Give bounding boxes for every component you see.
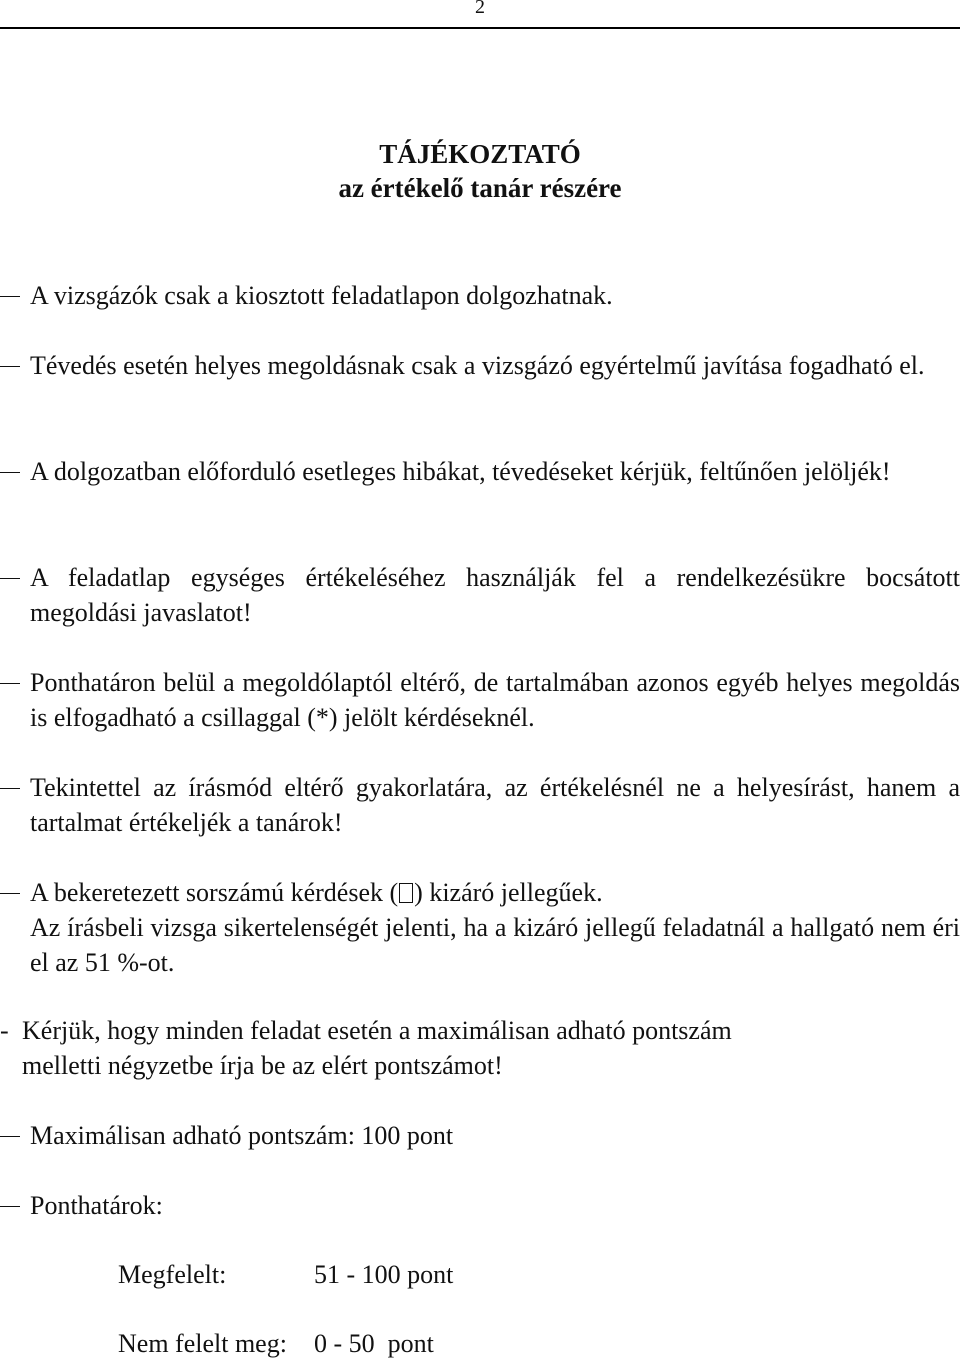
list-item-text: A feladatlap egységes értékeléséhez használják fel a rendelkezésükre bocsátott megoldási javaslatot! <box>30 563 960 627</box>
title-main: TÁJÉKOZTATÓ <box>379 139 581 169</box>
score-limit-row <box>118 1257 453 1292</box>
list-item <box>0 560 960 630</box>
list-item-text: A vizsgázók csak a kiosztott feladatlapon dolgozhatnak. <box>30 281 613 310</box>
score-limit-label: Nem felelt meg: <box>118 1329 287 1358</box>
list-item-text <box>30 875 960 980</box>
hyphen-bullet: - <box>0 1016 9 1045</box>
list-item-text: A dolgozatban előforduló esetleges hibákat, tévedéseket kérjük, feltűnően jelöljék! <box>30 457 891 486</box>
list-item <box>0 454 960 489</box>
list-item <box>0 1118 960 1153</box>
exclusion-note <box>30 875 960 910</box>
list-item-text: Tévedés esetén helyes megoldásnak csak a vizsgázó egyértelmű javítása fogadható el. <box>30 351 925 380</box>
list-item <box>0 278 960 313</box>
list-item-text: Ponthatáron belül a megoldólaptól eltérő, de tartalmában azonos egyéb helyes megoldás is elfogadható a csillaggal (*) jelölt kérdéseknél. <box>30 668 960 732</box>
list-item-text: Ponthatárok: <box>30 1191 163 1220</box>
failure-condition: Az írásbeli vizsga sikertelenségét jelenti, ha a kizáró jellegű feladatnál a hallgató nem éri el az 51 %-ot. <box>30 913 960 977</box>
score-limit-label: Megfelelt: <box>118 1260 227 1289</box>
score-limit-row <box>118 1326 434 1361</box>
list-item-text: Maximálisan adható pontszám: 100 pont <box>30 1121 454 1150</box>
exclusion-note-start: A bekeretezett sorszámú kérdések ( <box>30 878 399 907</box>
list-item <box>0 348 960 383</box>
list-item <box>0 665 960 735</box>
score-limit-range: 0 - 50 pont <box>314 1329 434 1358</box>
list-item <box>0 770 960 840</box>
exclusion-note-end: ) kizáró jellegűek. <box>414 878 603 907</box>
list-item <box>0 1013 960 1083</box>
list-item <box>0 1188 960 1223</box>
instruction-line-2: melletti négyzetbe írja be az elért pontszámot! <box>22 1051 503 1080</box>
score-limit-range: 51 - 100 pont <box>314 1260 454 1289</box>
list-item-text: Tekintettel az írásmód eltérő gyakorlatára, az értékelésnél ne a helyesírást, hanem a tartalmat értékeljék a tanárok! <box>30 773 960 837</box>
page-number: 2 <box>475 0 485 18</box>
boxed-number-square-icon <box>399 883 413 903</box>
header-rule <box>0 27 960 29</box>
list-item <box>0 875 960 980</box>
title-block <box>0 137 960 205</box>
list-item-text <box>22 1013 960 1083</box>
title-subtitle: az értékelő tanár részére <box>338 173 622 203</box>
instruction-line-1: Kérjük, hogy minden feladat esetén a maximálisan adható pontszám <box>22 1016 732 1045</box>
